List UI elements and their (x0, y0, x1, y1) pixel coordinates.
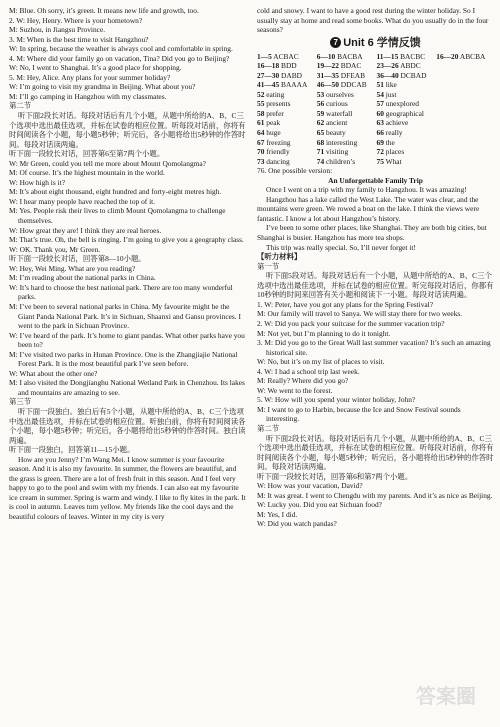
answer-number: 36—40 (376, 70, 399, 80)
section-label: 第二节 (257, 423, 280, 433)
text-line: 听下面一段独白。独白后有5个小题，从题中所给的A、B、C三个选项中选出最佳选项，并标在试卷的相应位置。听独白前，你将有时间阅读各个小题，每小题5秒钟；听完后，各小题将给出5秒钟的作答时间。独白读两遍。 (9, 406, 246, 445)
text-line: 听下面5段对话。每段对话后有一个小题，从题中所给的A、B、C三个选项中选出最佳选项，并标在试卷的相应位置。听完每段对话后，你都有10秒钟的时间来回答有关小题和阅读下一小题。每段对话读两遍。 (257, 271, 494, 300)
text-line: 听下面一段较长对话，回答第6至第7两个小题。 (9, 149, 165, 159)
answer-number: 59 (316, 108, 325, 118)
text-line: W: I’ve heard of the park. It’s home to giant pandas. What other parks have you been to? (9, 330, 245, 350)
answer-cell (317, 99, 375, 109)
answer-value: DDCAB (340, 80, 367, 90)
answer-value: huge (266, 128, 281, 138)
answer-value: BAAAA (281, 80, 308, 90)
answer-number: 60 (376, 108, 384, 118)
answer-cell (436, 90, 494, 100)
answer-value: waterfall (326, 108, 353, 118)
text-line: M: I want to go to Harbin, because the Ice and Snow Festival sounds interesting. (257, 404, 461, 424)
answer-value: achieve (385, 118, 409, 128)
answer-cell (436, 109, 494, 119)
left-column (9, 6, 246, 522)
answer-number: 19—22 (316, 61, 339, 71)
answer-value: just (385, 89, 397, 99)
text-line: W: OK. Thank you, Mr Green. (9, 244, 101, 254)
answer-value: ourselves (326, 89, 354, 99)
answer-number: 64 (257, 128, 265, 138)
text-line: 听下面2段长对话。每段对话后有几个小题，从题中所给的A、B、C三个选项中选出最佳选项，并标在试卷的相应位置。听每段对话前，你将有时间阅读各个小题，每小题5秒钟；听完后，各小题将给出5秒钟的作答时间。每段对话读两遍。 (257, 433, 494, 472)
answer-cell (436, 99, 494, 109)
answer-number: 16—20 (436, 51, 459, 61)
answer-cell (377, 147, 435, 157)
answer-number: 65 (316, 128, 325, 138)
answer-value: BACBA (337, 51, 363, 61)
text-line: 5. M: Hey, Alice. Any plans for your summer holiday? (9, 72, 171, 82)
answer-cell (257, 61, 315, 71)
answer-cell (436, 138, 494, 148)
answer-number: 31—35 (316, 70, 339, 80)
answer-number: 63 (376, 118, 384, 128)
answer-cell (257, 52, 315, 62)
answer-value: places (385, 147, 405, 157)
answer-cell (257, 90, 315, 100)
answer-value: DCBAD (400, 70, 427, 80)
answer-number: 23—26 (376, 61, 399, 71)
answer-cell (377, 61, 435, 71)
answer-number: 73 (257, 156, 265, 166)
answer-cell (257, 118, 315, 128)
text-line: W: Lucky you. Did you eat Sichuan food? (257, 500, 382, 510)
text-line: 4. M: Where did your family go on vacation, Tina? Did you go to Beijing? (9, 53, 230, 63)
answer-number: 1—5 (257, 51, 272, 61)
answer-value: geographical (385, 108, 424, 118)
text-line: 2. W: Did you pack your suitcase for the summer vacation trip? (257, 318, 445, 328)
essay-paragraph: This trip was really special. So, I’ll never forget it! (266, 242, 416, 252)
text-line: W: It’s hard to choose the best national park. There are too many wonderful parks. (9, 282, 233, 302)
text-line: 听下面一段较长对话，回答第6和第7两个小题。 (257, 471, 413, 481)
answer-cell (317, 61, 375, 71)
answer-number: 52 (257, 89, 265, 99)
answer-cell (257, 71, 315, 81)
answer-cell (317, 52, 375, 62)
answer-value: ABCBA (459, 51, 486, 61)
answer-value: beauty (326, 128, 346, 138)
text-line: M: That’s true. Oh, the bell is ringing. I’m going to give you a geography class. (9, 235, 244, 245)
text-line: W: Did you watch pandas? (257, 519, 337, 529)
text-line: M: Blue. Oh sorry, it’s green. It means new life and growth, too. (9, 6, 199, 15)
watermark-logo (414, 679, 496, 723)
listening-continuation (257, 6, 494, 35)
answer-value: friendly (266, 147, 290, 157)
answer-cell (317, 138, 375, 148)
answer-cell (436, 80, 494, 90)
answer-value: DFEAB (340, 70, 366, 80)
answer-value: the (385, 137, 395, 147)
answer-value: really (385, 128, 403, 138)
section-label: 【听力材料】 (257, 252, 302, 262)
answer-grid (257, 52, 494, 167)
text-line: M: Really? Where did you go? (257, 376, 349, 386)
text-line: M: It’s about eight thousand, eight hundred and forty-eight metres high. (9, 187, 222, 197)
section-label: 第二节 (9, 101, 32, 111)
answer-cell (377, 90, 435, 100)
text-line: 1. W: Peter, have you got any plans for the Spring Festival? (257, 299, 434, 309)
answer-cell (436, 147, 494, 157)
answer-cell (377, 71, 435, 81)
answer-number: 6—10 (316, 51, 336, 61)
answer-value: BACBC (400, 51, 426, 61)
answer-cell (377, 80, 435, 90)
answer-number: 68 (316, 137, 325, 147)
answer-value: peak (266, 118, 281, 128)
answer-value: dancing (266, 156, 290, 166)
essay-intro: 76. One possible version: (257, 166, 333, 176)
answer-value: interesting (326, 137, 358, 147)
text-line: M: I’ve been to several national parks in China. My favourite might be the Giant Panda National Park. It’s in Sichuan, Shaanxi and Gansu provinces. I went to the park in Sichuan Province. (9, 301, 241, 331)
answer-number: 67 (257, 137, 265, 147)
answer-cell (257, 99, 315, 109)
essay-body (257, 185, 494, 252)
essay-paragraph: Once I went on a trip with my family to Hangzhou. It was amazing! (266, 185, 467, 195)
answer-value: freezing (266, 137, 291, 147)
text-line: 3. M: Did you go to the Great Wall last summer vacation? It’s such an amazing historical site. (257, 338, 491, 357)
answer-cell (377, 118, 435, 128)
essay-paragraph: Hangzhou has a lake called the West Lake. The water was clear, and the mountains were green. We rowed a boat on the lake. I think the views were fantastic. I know a lot about Hangzhou’s history. (257, 194, 480, 223)
answer-value: visiting (326, 147, 349, 157)
text-line: W: No, but it’s on my list of places to visit. (257, 357, 385, 367)
answer-number: 58 (257, 108, 265, 118)
text-line: M: I also visited the Dongjianghu National Wetland Park in Chenzhou. Its lakes and mountains are amazing to see. (9, 378, 245, 397)
answer-value: ACBAC (273, 51, 299, 61)
text-line: W: In spring, because the weather is always cool and comfortable in spring. (9, 44, 233, 54)
text-line: 听下面2段长对话。每段对话后有几个小题，从题中所给的A、B、C三个选项中选出最佳选项，并标在试卷的相应位置。听每段对话前，你将有时间阅读各个小题，每小题5秒钟；听完后，各小题将给出5秒钟的作答时间。每段对话读两遍。 (9, 111, 246, 149)
text-line: M: I’ve visited two parks in Hunan Province. One is the Zhangjiajie National Forest Park. It is the most beautiful park I’ve seen before. (9, 349, 238, 369)
answer-cell (257, 147, 315, 157)
text-line: 2. W: Hey, Henry. Where is your hometown? (9, 15, 143, 25)
text-line: 5. W: How will you spend your winter holiday, John? (257, 395, 416, 405)
unit-title-text: Unit 6 学情反馈 (343, 36, 421, 49)
answer-number: 66 (376, 128, 384, 138)
text-line: M: Suzhou, in Jiangsu Province. (9, 25, 106, 35)
answer-cell (257, 157, 315, 167)
answer-number: 27—30 (257, 70, 280, 80)
answer-number: 16—18 (257, 61, 280, 71)
text-line: W: How high is it? (9, 177, 65, 187)
answer-cell (317, 80, 375, 90)
answer-value: unexplored (385, 99, 419, 109)
unit-number-badge: 7 (330, 37, 341, 48)
answer-value: children’s (326, 156, 356, 166)
text-line: W: We went to the forest. (257, 385, 333, 395)
answer-cell (317, 109, 375, 119)
answer-value: DABD (281, 70, 302, 80)
text-line: W: I’m going to visit my grandma in Beijing. What about you? (9, 82, 196, 92)
answer-number: 55 (257, 99, 265, 109)
answer-value: eating (266, 89, 285, 99)
text-line: 听下面一段较长对话，回答第8—10小题。 (9, 254, 146, 264)
text-line: M: Our family will travel to Sanya. We will stay there for two weeks. (257, 309, 463, 319)
text-line: M: It was great. I went to Chengdu with my parents. And it’s as nice as Beijing. (257, 490, 493, 500)
answer-number: 54 (376, 89, 384, 99)
answer-number: 61 (257, 118, 265, 128)
answer-number: 56 (316, 99, 325, 109)
text-line: W: Mr Green, could you tell me more about Mount Qomolangma? (9, 158, 206, 168)
answer-cell (377, 52, 435, 62)
answer-value: What (385, 156, 402, 166)
answer-number: 69 (376, 137, 384, 147)
answer-number: 75 (376, 156, 384, 166)
answer-value: ancient (326, 118, 348, 128)
answer-cell (317, 71, 375, 81)
answer-cell (257, 80, 315, 90)
answer-number: 41—45 (257, 80, 280, 90)
answer-cell (257, 128, 315, 138)
text-line: W: No, I went to Shanghai. It’s a good place for shopping. (9, 63, 182, 73)
text-line: cold and snowy. I want to have a good rest during the winter holiday. So I usually stay at home and read some books. What do you usually do in the four seasons? (257, 6, 489, 35)
answer-cell (436, 128, 494, 138)
answer-cell (436, 52, 494, 62)
text-line: W: How was your vacation, David? (257, 481, 363, 491)
text-line: W: I hear many people have reached the top of it. (9, 196, 156, 206)
text-line: M: Of course. It’s the highest mountain in the world. (9, 168, 165, 178)
answer-number: 74 (316, 156, 325, 166)
answer-number: 11—15 (376, 51, 399, 61)
answer-value: curious (326, 99, 348, 109)
answer-cell (436, 157, 494, 167)
answer-cell (317, 128, 375, 138)
answer-value: BDD (281, 61, 297, 71)
text-line: M: I’ll go camping in Hangzhou with my classmates. (9, 91, 167, 101)
answer-number: 70 (257, 147, 265, 157)
watermark-glyphs: 答案圈 (416, 684, 476, 708)
essay-paragraph: I’ve been to some other places, like Shanghai. They are both big cities, but Shanghai is busier. Hangzhou has more tea shops. (257, 223, 487, 243)
answer-number: 72 (376, 147, 384, 157)
answer-cell (317, 147, 375, 157)
answer-number: 46—50 (316, 80, 339, 90)
answer-number: 51 (376, 80, 384, 90)
answer-cell (377, 138, 435, 148)
section-label: 第一节 (257, 261, 280, 271)
text-line: M: I’m reading about the national parks in China. (9, 273, 156, 283)
answer-cell (317, 118, 375, 128)
answer-cell (317, 157, 375, 167)
answer-cell (257, 109, 315, 119)
text-line: M: Not yet, but I’m planning to do it tonight. (257, 328, 391, 338)
text-line: W: How great they are! I think they are real heroes. (9, 225, 162, 235)
listening-material (257, 252, 494, 529)
answer-number: 57 (376, 99, 384, 109)
text-line: How are you Jenny? I’m Wang Mei. I know summer is your favourite season. And it is also my favourite. In summer, the flowers are beautiful, and the grass is green. There are a lot of fresh fruit in this season. And I feel very happy to go to the pool and swim with my friends. I can also eat my favourite ice cream in summer. Spring is warm and windy. I like to fly kites in the park. It is cool in autumn. Leaves turn yellow. My friends like the cool days and the beautiful colours of leaves. Winter in my city is very (9, 454, 246, 521)
answer-cell (436, 61, 494, 71)
unit-heading (257, 36, 494, 50)
text-line: 3. M: When is the best time to visit Hangzhou? (9, 34, 149, 44)
text-line: M: Yes, I did. (257, 509, 298, 519)
answer-number: 62 (316, 118, 325, 128)
section-label: 第三节 (9, 397, 32, 407)
text-line: 听下面一段独白，回答第11—15小题。 (9, 445, 135, 455)
answer-value: ABDC (400, 61, 421, 71)
answer-cell (377, 128, 435, 138)
answer-cell (317, 90, 375, 100)
answer-value: prefer (266, 108, 284, 118)
answer-cell (377, 157, 435, 167)
answer-value: like (385, 80, 397, 90)
answer-cell (436, 71, 494, 81)
essay-title: An Unforgettable Family Trip (328, 175, 423, 185)
answer-cell (436, 118, 494, 128)
answer-value: presents (266, 99, 291, 109)
answer-number: 53 (316, 89, 325, 99)
answer-cell (257, 138, 315, 148)
text-line: 4. W: I had a school trip last week. (257, 366, 360, 376)
right-column (257, 6, 494, 529)
answer-cell (377, 109, 435, 119)
answer-cell (377, 99, 435, 109)
text-line: W: Hey, Wei Ming. What are you reading? (9, 263, 136, 273)
text-line: M: Yes. People risk their lives to climb Mount Qomolangma to challenge themselves. (9, 206, 226, 226)
answer-value: BDAC (340, 61, 362, 71)
text-line: W: What about the other one? (9, 368, 98, 378)
answer-number: 71 (316, 147, 325, 157)
